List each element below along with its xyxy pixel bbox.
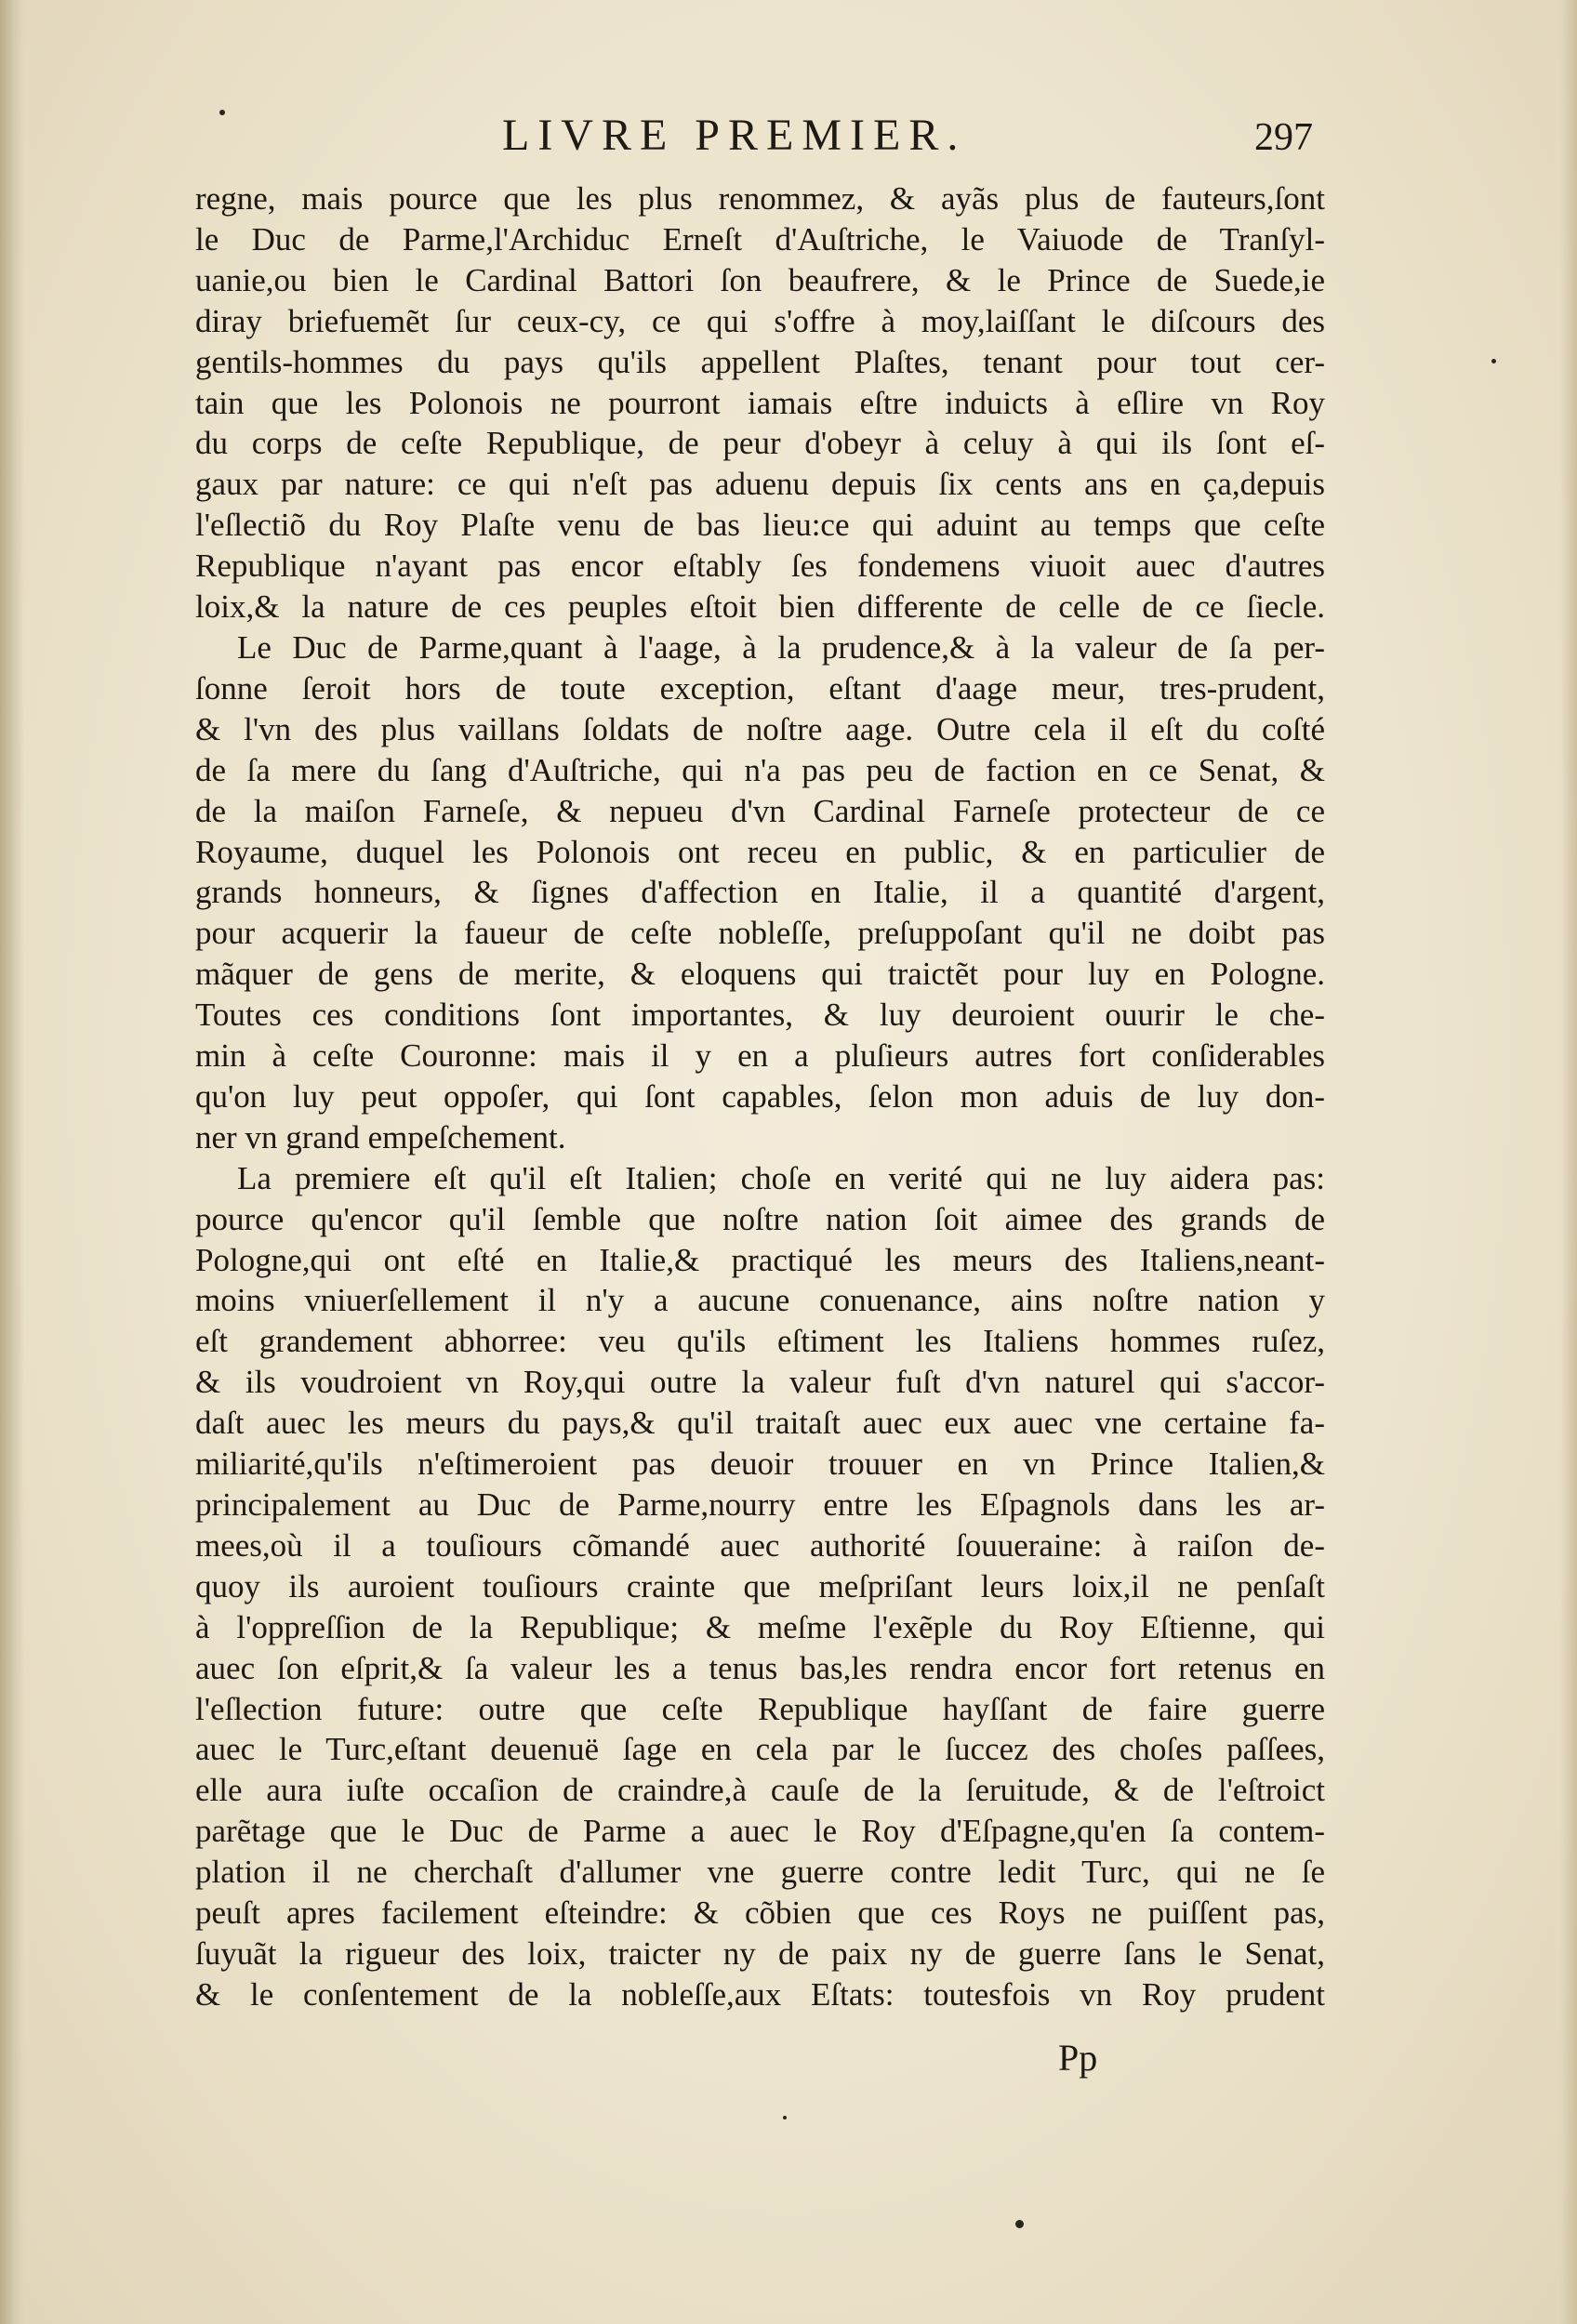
text-line: mees,où il a touſiours cõmandé auec authorité ſouueraine: à raiſon de-	[195, 1526, 1325, 1564]
text-line: quoy ils auroient touſiours crainte que meſpriſant leurs loix,il ne penſaſt	[195, 1567, 1325, 1604]
text-line: pour acquerir la faueur de ceſte nobleſſe, preſuppoſant qu'il ne doibt pas	[195, 915, 1325, 952]
paper-speck	[1491, 359, 1496, 363]
text-line: grands honneurs, & ſignes d'affection en Italie, il a quantité d'argent,	[195, 874, 1325, 911]
text-line: Republique n'ayant pas encor eſtably ſes fondemens viuoit auec d'autres	[195, 548, 1325, 585]
text-line: l'eſlection future: outre que ceſte Republique hayſſant de faire guerre	[195, 1690, 1325, 1727]
signature-mark: Pp	[1058, 2037, 1098, 2079]
text-line: tain que les Polonois ne pourront iamais eſtre induicts à eſlire vn Roy	[195, 384, 1325, 421]
text-line: min à ceſte Couronne: mais il y en a pluſieurs autres fort conſiderables	[195, 1037, 1325, 1075]
text-line: & ils voudroient vn Roy,qui outre la valeur fuſt d'vn naturel qui s'accor-	[195, 1364, 1325, 1401]
text-line: regne, mais pource que les plus renommez, & ayãs plus de fauteurs,ſont	[195, 180, 1325, 217]
running-header	[195, 110, 1348, 175]
paragraph-start-line: La premiere eſt qu'il eſt Italien; choſe en verité qui ne luy aidera pas:	[237, 1159, 1325, 1196]
text-line: elle aura iuſte occaſion de craindre,à cauſe de la ſeruitude, & de l'eſtroict	[195, 1772, 1325, 1809]
text-line: principalement au Duc de Parme,nourry entre les Eſpagnols dans les ar-	[195, 1486, 1325, 1523]
text-line: eſt grandement abhorree: veu qu'ils eſtiment les Italiens hommes ruſez,	[195, 1323, 1325, 1360]
text-line: mãquer de gens de merite, & eloquens qui traictẽt pour luy en Pologne.	[195, 956, 1325, 993]
text-line: peuſt apres facilement eſteindre: & cõbien que ces Roys ne puiſſent pas,	[195, 1895, 1325, 1932]
text-line: loix,& la nature de ces peuples eſtoit bien differente de celle de ce ſiecle.	[195, 588, 1325, 626]
text-line: parẽtage que le Duc de Parme a auec le Roy d'Eſpagne,qu'en ſa contem-	[195, 1813, 1325, 1850]
page-edge-shadow	[1560, 0, 1577, 2324]
text-line: ſuyuãt la rigueur des loix, traicter ny de paix ny de guerre ſans le Senat,	[195, 1934, 1325, 1972]
paragraph-end-line: ner vn grand empeſchement.	[195, 1118, 566, 1155]
paper-speck	[1015, 2220, 1024, 2228]
text-line: Royaume, duquel les Polonois ont receu en public, & en particulier de	[195, 833, 1325, 870]
text-line: qu'on luy peut oppoſer, qui ſont capables, ſelon mon aduis de luy don-	[195, 1077, 1325, 1115]
text-line: moins vniuerſellement il n'y a aucune conuenance, ains noſtre nation y	[195, 1282, 1325, 1319]
text-line: diray briefuemẽt ſur ceux-cy, ce qui s'offre à moy,laiſſant le diſcours des	[195, 302, 1325, 339]
text-line: gentils-hommes du pays qu'ils appellent Plaſtes, tenant pour tout cer-	[195, 343, 1325, 380]
page-gutter-shadow	[0, 0, 24, 2324]
text-line: l'eſlectiõ du Roy Plaſte venu de bas lieu:ce qui aduint au temps que ceſte	[195, 507, 1325, 544]
text-line: le Duc de Parme,l'Archiduc Erneſt d'Auſtriche, le Vaiuode de Tranſyl-	[195, 220, 1325, 257]
text-line: auec le Turc,eſtant deuenuë ſage en cela par le ſuccez des choſes paſſees,	[195, 1731, 1325, 1768]
running-title: LIVRE PREMIER.	[502, 111, 967, 160]
text-line: de ſa mere du ſang d'Auſtriche, qui n'a pas peu de faction en ce Senat, &	[195, 751, 1325, 788]
text-line: de la maiſon Farneſe, & nepueu d'vn Cardinal Farneſe protecteur de ce	[195, 792, 1325, 829]
text-line: & l'vn des plus vaillans ſoldats de noſtre aage. Outre cela il eſt du coſté	[195, 710, 1325, 747]
text-line: du corps de ceſte Republique, de peur d'obeyr à celuy à qui ils ſont eſ-	[195, 425, 1325, 462]
paper-speck	[219, 110, 225, 115]
text-line: uanie,ou bien le Cardinal Battori ſon beaufrere, & le Prince de Suede,ie	[195, 261, 1325, 298]
text-line: pource qu'encor qu'il ſemble que noſtre nation ſoit aimee des grands de	[195, 1200, 1325, 1237]
text-line: daſt auec les meurs du pays,& qu'il traitaſt auec eux auec vne certaine fa-	[195, 1405, 1325, 1442]
text-line: ſonne ſeroit hors de toute exception, eſtant d'aage meur, tres-prudent,	[195, 669, 1325, 706]
body-text	[195, 178, 1325, 2015]
paper-speck	[783, 2116, 787, 2119]
text-line: Toutes ces conditions ſont importantes, & luy deuroient ouurir le che-	[195, 997, 1325, 1034]
text-line: & le conſentement de la nobleſſe,aux Eſtats: toutesfois vn Roy prudent	[195, 1975, 1325, 2013]
text-line: Pologne,qui ont eſté en Italie,& practiqué les meurs des Italiens,neant-	[195, 1241, 1325, 1278]
paragraph-start-line: Le Duc de Parme,quant à l'aage, à la prudence,& à la valeur de ſa per-	[237, 628, 1325, 666]
page-number: 297	[1254, 116, 1313, 159]
text-line: auec ſon eſprit,& ſa valeur les a tenus bas,les rendra encor fort retenus en	[195, 1649, 1325, 1686]
text-line: à l'oppreſſion de la Republique; & meſme l'exẽple du Roy Eſtienne, qui	[195, 1608, 1325, 1645]
text-line: plation il ne cherchaſt d'allumer vne guerre contre ledit Turc, qui ne ſe	[195, 1854, 1325, 1891]
text-line: gaux par nature: ce qui n'eſt pas aduenu depuis ſix cents ans en ça,depuis	[195, 466, 1325, 503]
text-line: miliarité,qu'ils n'eſtimeroient pas deuoir trouuer en vn Prince Italien,&	[195, 1446, 1325, 1483]
